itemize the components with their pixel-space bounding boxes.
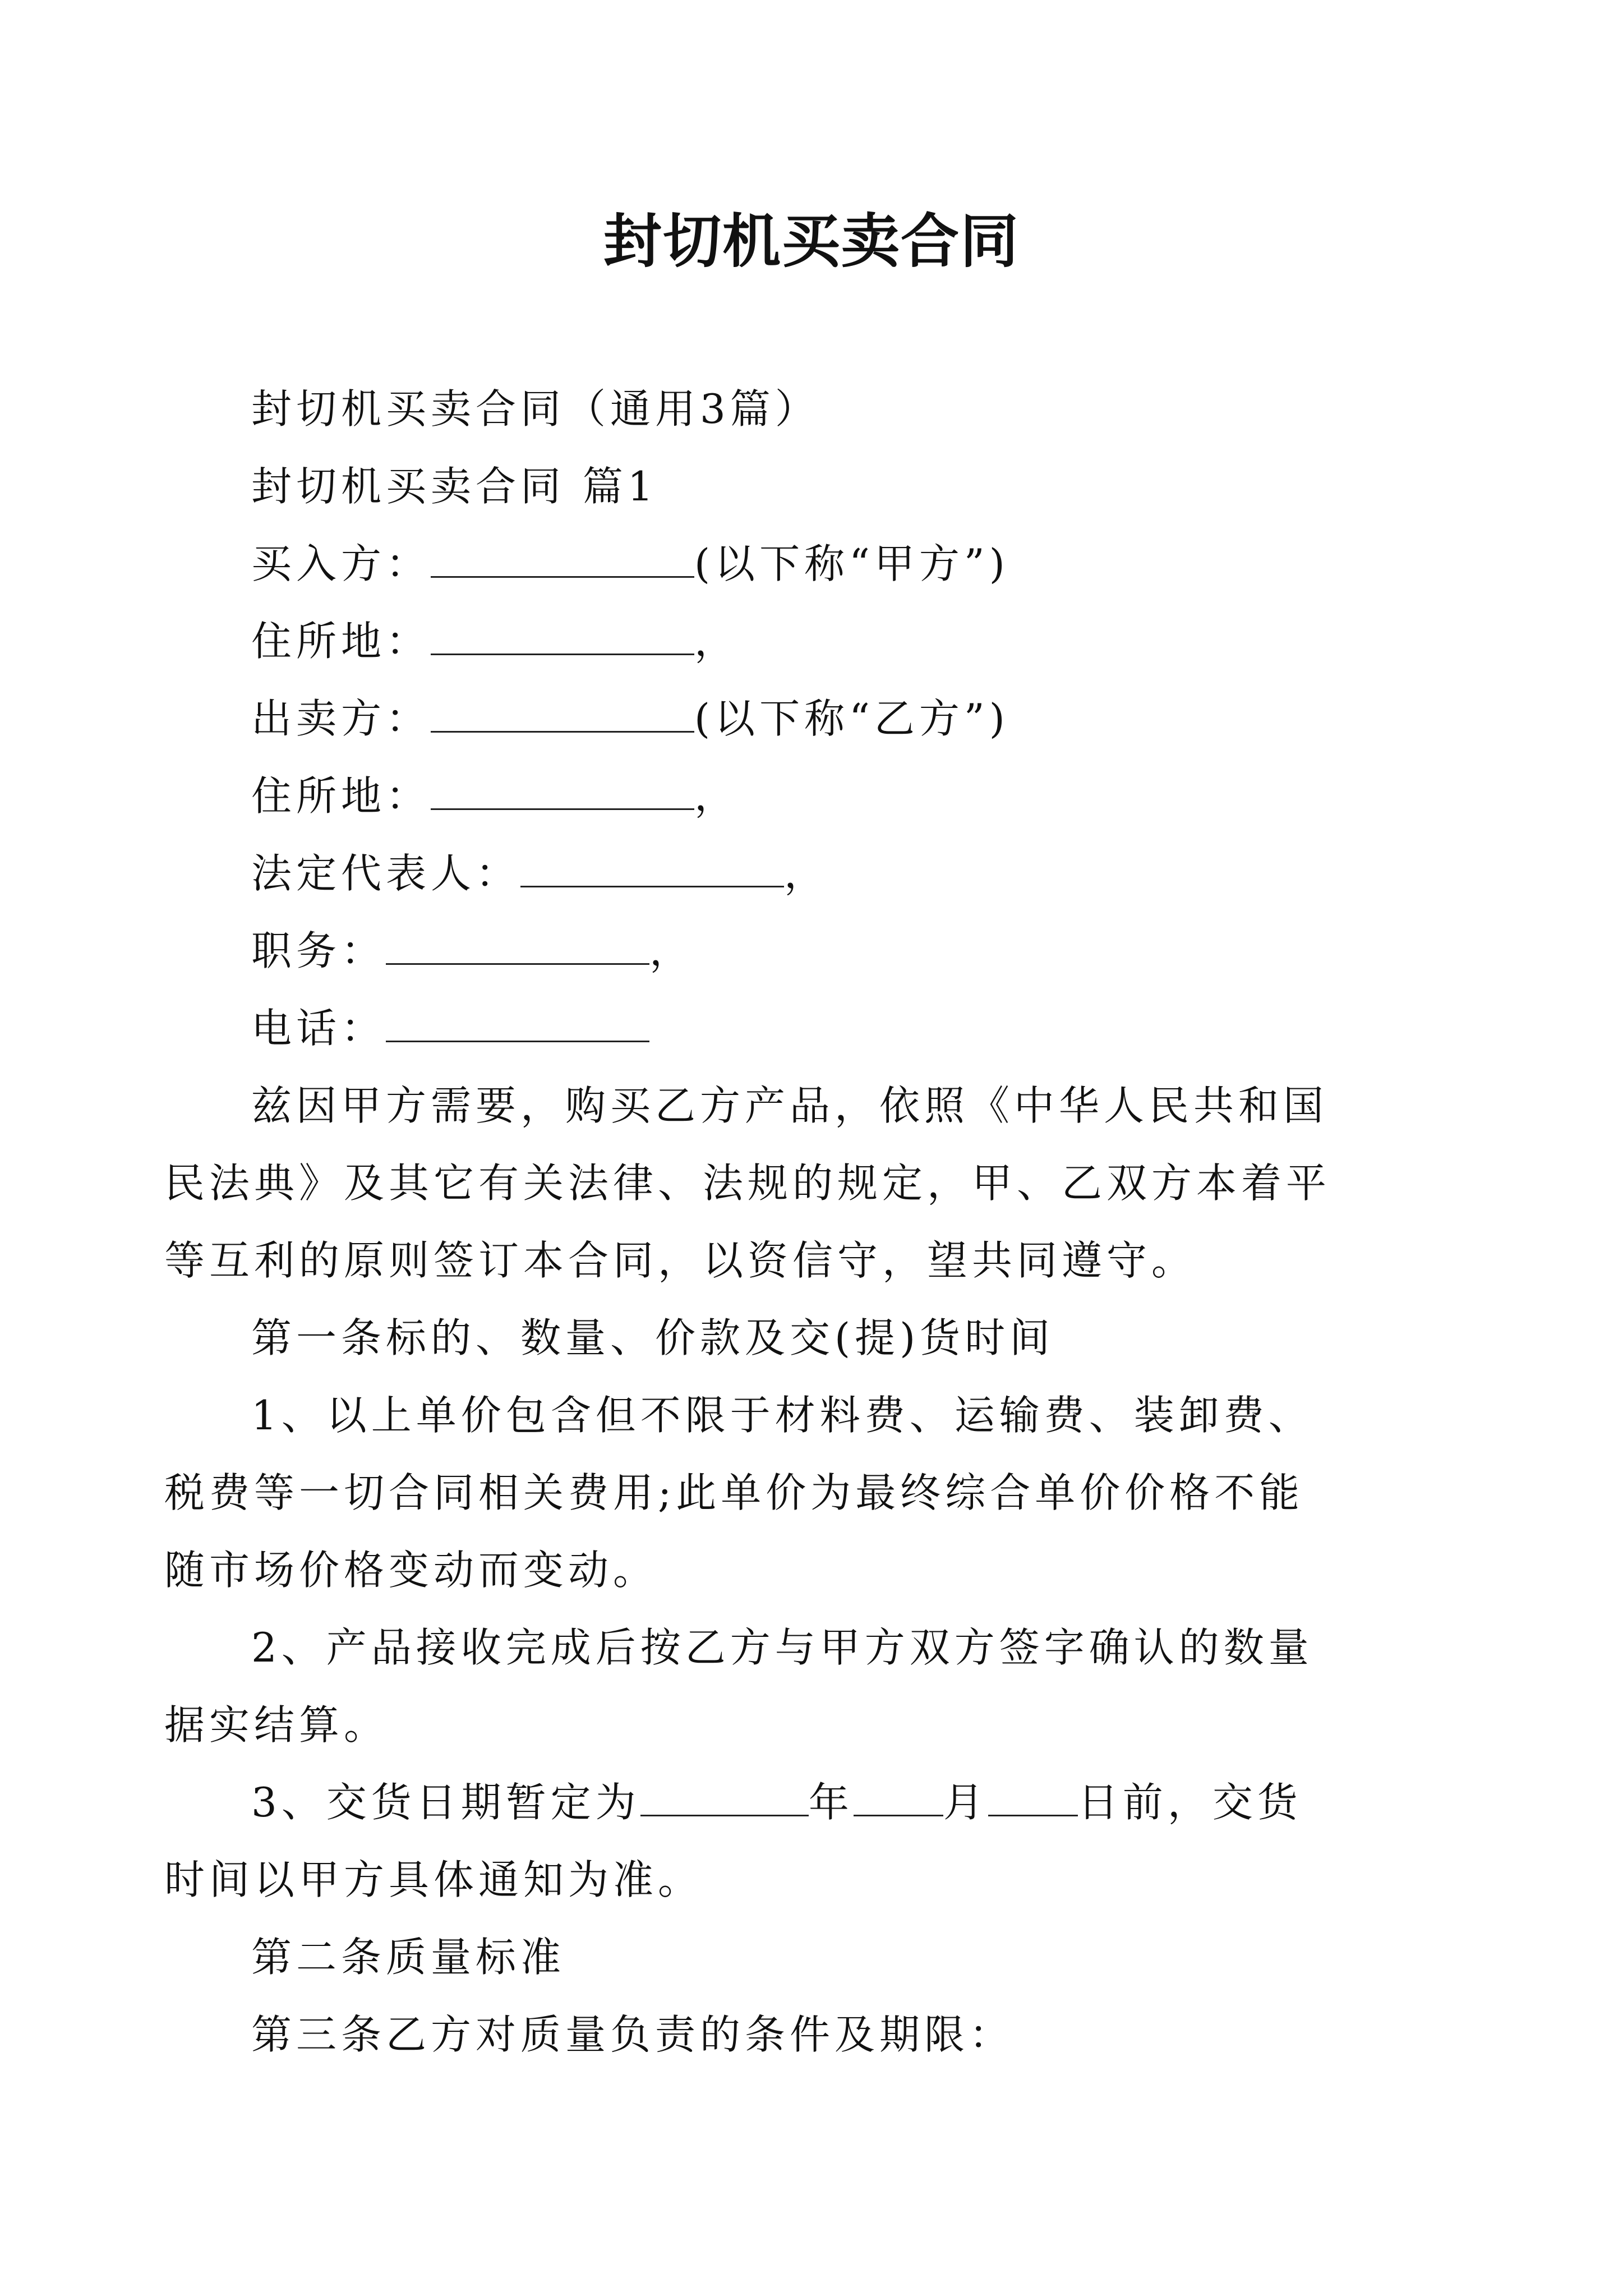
buyer-blank xyxy=(431,536,694,578)
item-2-text-a: 2、产品接收完成后按乙方与甲方双方签字确认的数量 xyxy=(251,1624,1313,1671)
article-2-heading xyxy=(251,1918,1390,1996)
phone-label: 电话： xyxy=(251,1005,386,1052)
position-blank xyxy=(386,923,649,965)
preamble-line-3 xyxy=(164,1222,1390,1299)
item-3-day-suffix: 日前，交货 xyxy=(1077,1779,1302,1826)
buyer-address-line xyxy=(251,602,1390,680)
subtitle-line xyxy=(251,370,1390,448)
seller-address-line xyxy=(251,757,1390,835)
item-2-text-b: 据实结算。 xyxy=(164,1701,389,1749)
preamble-text-3: 等互利的原则签订本合同，以资信守，望共同遵守。 xyxy=(164,1237,1197,1284)
item-3-month: 月 xyxy=(943,1779,988,1826)
legal-rep-line xyxy=(251,835,1390,912)
legal-rep-comma: ， xyxy=(784,850,829,897)
article-3-text: 第三条乙方对质量负责的条件及期限： xyxy=(251,2011,1015,2058)
position-label: 职务： xyxy=(251,927,386,974)
article-1-text: 第一条标的、数量、价款及交(提)货时间 xyxy=(251,1314,1055,1361)
seller-address-label: 住所地： xyxy=(251,772,431,820)
preamble-line-1 xyxy=(251,1067,1390,1144)
item-1-text-a: 1、以上单价包含但不限于材料费、运输费、装卸费、 xyxy=(251,1392,1313,1439)
document-title: 封切机买卖合同 xyxy=(603,206,1020,275)
article-2-text: 第二条质量标准 xyxy=(251,1934,566,1981)
part-heading: 封切机买卖合同 篇1 xyxy=(251,463,658,510)
buyer-label: 买入方： xyxy=(251,540,431,587)
seller-blank xyxy=(431,691,694,733)
item-3-text-b: 时间以甲方具体通知为准。 xyxy=(164,1856,703,1903)
buyer-address-comma: ， xyxy=(694,618,740,665)
phone-blank xyxy=(386,1000,649,1042)
seller-address-comma: ， xyxy=(694,772,740,820)
delivery-day-blank xyxy=(988,1774,1078,1816)
item-1-text-b: 税费等一切合同相关费用;此单价为最终综合单价价格不能 xyxy=(164,1469,1304,1516)
position-line xyxy=(251,912,1390,990)
buyer-suffix: (以下称“甲方”) xyxy=(694,540,1009,587)
item-1-line-a xyxy=(251,1377,1390,1454)
item-3-line-a xyxy=(251,1764,1390,1841)
seller-suffix: (以下称“乙方”) xyxy=(694,695,1009,742)
phone-line xyxy=(251,990,1390,1067)
preamble-line-2 xyxy=(164,1144,1390,1222)
item-2-line-b xyxy=(164,1686,1390,1764)
item-1-line-c xyxy=(164,1531,1390,1609)
buyer-address-blank xyxy=(431,613,694,655)
position-comma: ， xyxy=(649,927,695,974)
seller-label: 出卖方： xyxy=(251,695,431,742)
legal-rep-label: 法定代表人： xyxy=(251,850,521,897)
item-3-year: 年 xyxy=(808,1779,854,1826)
article-1-heading xyxy=(251,1299,1390,1377)
preamble-text-1: 兹因甲方需要，购买乙方产品，依照《中华人民共和国 xyxy=(251,1082,1329,1129)
part-heading-line xyxy=(251,448,1390,525)
buyer-line xyxy=(251,525,1390,602)
delivery-year-blank xyxy=(640,1774,809,1816)
document-body xyxy=(164,370,1390,2073)
seller-address-blank xyxy=(431,768,694,810)
item-1-text-c: 随市场价格变动而变动。 xyxy=(164,1547,658,1594)
subtitle: 封切机买卖合同（通用3篇） xyxy=(251,385,820,432)
item-3-line-b xyxy=(164,1841,1390,1918)
article-3-heading xyxy=(251,1996,1390,2073)
item-1-line-b xyxy=(164,1454,1390,1531)
item-3-prefix: 3、交货日期暂定为 xyxy=(251,1779,640,1826)
buyer-address-label: 住所地： xyxy=(251,618,431,665)
legal-rep-blank xyxy=(520,845,784,887)
seller-line xyxy=(251,680,1390,757)
delivery-month-blank xyxy=(854,1774,943,1816)
preamble-text-2: 民法典》及其它有关法律、法规的规定，甲、乙双方本着平 xyxy=(164,1159,1331,1207)
item-2-line-a xyxy=(251,1609,1390,1686)
